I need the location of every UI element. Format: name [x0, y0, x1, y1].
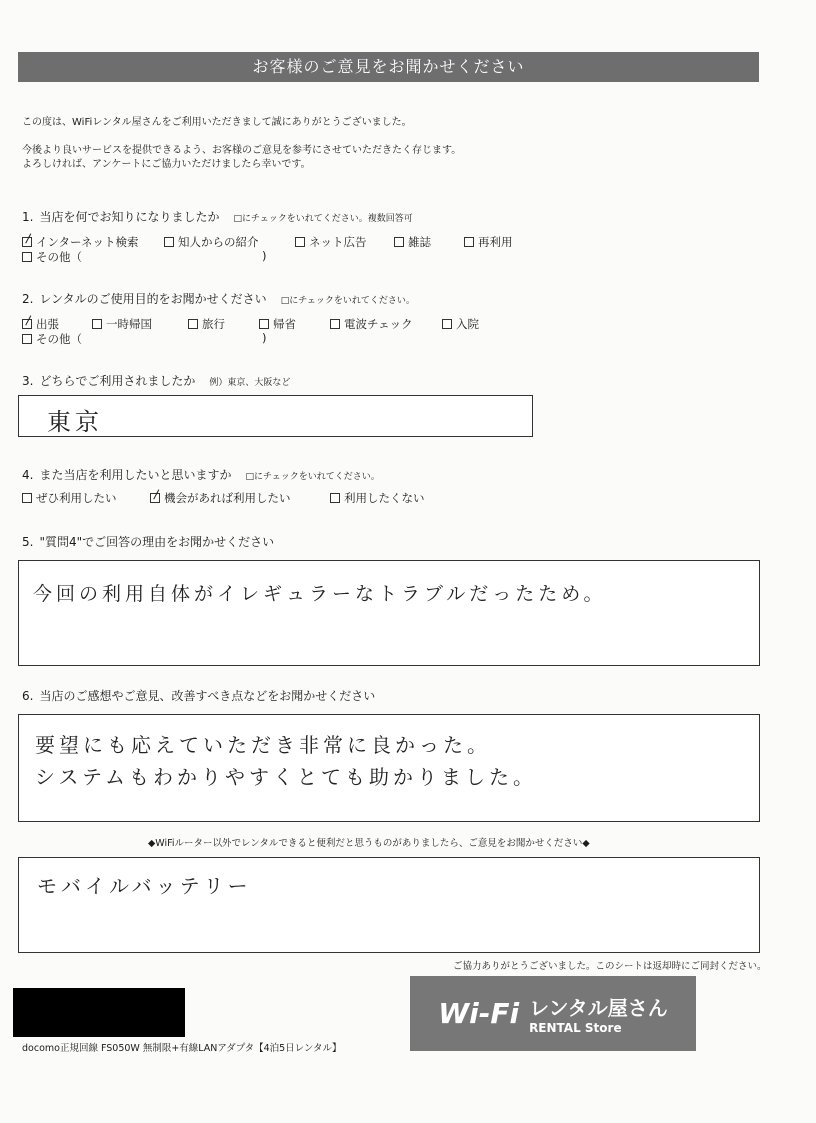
question-5-label: "質問4"でご回答の理由をお聞かせください: [39, 535, 275, 549]
q3-answer-text: 東京: [47, 408, 103, 436]
checkbox[interactable]: [92, 319, 102, 329]
q4-option-no[interactable]: 利用したくない: [330, 490, 425, 506]
q2-option-signal-check[interactable]: 電波チェック: [330, 316, 413, 332]
logo-en-text: RENTAL Store: [529, 1021, 622, 1035]
q7-answer-text: モバイルバッテリー: [37, 874, 252, 898]
question-2: [22, 290, 415, 307]
question-5-number: 5.: [22, 535, 34, 549]
page-title: お客様のご意見をお聞かせください: [18, 52, 759, 82]
q2-option-travel[interactable]: 旅行: [188, 316, 225, 332]
question-3-number: 3.: [22, 374, 34, 388]
logo-jp-text: レンタル屋さん: [529, 996, 668, 1020]
intro-line-3: よろしければ、アンケートにご協力いただけましたら幸いです。: [22, 159, 311, 170]
checkbox[interactable]: [330, 319, 340, 329]
checkbox-checked[interactable]: [22, 237, 32, 247]
checkbox[interactable]: [22, 334, 32, 344]
logo-wifi-text: Wi-Fi: [438, 997, 520, 1030]
question-7-label: ◆WiFiルーター以外でレンタルできると便利だと思うものがありましたら、ご意見をお聞かせください◆: [148, 838, 590, 849]
q1-option-referral[interactable]: 知人からの紹介: [164, 234, 259, 250]
q2-option-other[interactable]: その他（: [22, 331, 82, 347]
question-1-number: 1.: [22, 210, 34, 224]
checkbox[interactable]: [394, 237, 404, 247]
q5-answer-box[interactable]: [18, 560, 760, 666]
question-2-number: 2.: [22, 292, 34, 306]
q4-option-definitely[interactable]: ぜひ利用したい: [22, 490, 117, 506]
checkbox[interactable]: [330, 493, 340, 503]
question-1: [22, 208, 413, 225]
q1-option-reuse[interactable]: 再利用: [464, 234, 513, 250]
checkbox[interactable]: [442, 319, 452, 329]
question-4: [22, 466, 380, 483]
q1-option-magazine[interactable]: 雑誌: [394, 234, 431, 250]
question-4-number: 4.: [22, 468, 34, 482]
checkbox[interactable]: [259, 319, 269, 329]
q1-option-internet[interactable]: インターネット検索: [22, 234, 138, 250]
checkbox[interactable]: [464, 237, 474, 247]
question-2-label: レンタルのご使用目的をお聞かせください: [39, 292, 267, 306]
question-5: [22, 533, 274, 550]
checkbox-checked[interactable]: [150, 493, 160, 503]
q6-answer-line-2: システムもわかりやすくとても助かりました。: [35, 765, 537, 789]
q6-answer-box[interactable]: [18, 714, 760, 822]
intro-line-1: この度は、WiFiレンタル屋さんをご利用いただきまして誠にありがとうございました。: [22, 117, 412, 128]
question-6-number: 6.: [22, 689, 34, 703]
intro-line-2: 今後より良いサービスを提供できるよう、お客様のご意見を参考にさせていただきたく存じます。: [22, 145, 462, 156]
plan-footer: docomo正規回線 FS050W 無制限+有線LANアダプタ【4泊5日レンタル】: [22, 1043, 342, 1054]
q3-answer-box[interactable]: [18, 395, 533, 437]
checkbox[interactable]: [22, 493, 32, 503]
checkbox[interactable]: [295, 237, 305, 247]
question-1-hint: □にチェックをいれてください。複数回答可: [233, 214, 413, 224]
question-1-label: 当店を何でお知りになりましたか: [39, 210, 220, 224]
checkbox[interactable]: [22, 252, 32, 262]
q2-option-business-trip[interactable]: 出張: [22, 316, 59, 332]
company-logo: [410, 976, 696, 1051]
q1-other-close: ): [262, 249, 267, 263]
question-3-label: どちらでご利用されましたか: [39, 374, 196, 388]
checkbox-checked[interactable]: [22, 319, 32, 329]
question-3: [22, 372, 290, 389]
checkbox[interactable]: [164, 237, 174, 247]
q5-answer-text: 今回の利用自体がイレギュラーなトラブルだったため。: [33, 583, 607, 605]
question-6: [22, 687, 375, 704]
checkbox[interactable]: [188, 319, 198, 329]
question-2-hint: □にチェックをいれてください。: [280, 296, 415, 306]
thanks-note: ご協力ありがとうございました。このシートは返却時にご同封ください。: [453, 961, 767, 972]
q1-option-other[interactable]: その他（: [22, 249, 82, 265]
question-4-label: また当店を利用したいと思いますか: [39, 468, 232, 482]
q7-answer-box[interactable]: [18, 857, 760, 953]
q4-option-if-chance[interactable]: 機会があれば利用したい: [150, 490, 291, 506]
q6-answer-line-1: 要望にも応えていただき非常に良かった。: [35, 733, 491, 757]
redacted-block: [13, 988, 185, 1037]
question-4-hint: □にチェックをいれてください。: [245, 472, 380, 482]
q2-option-hospital[interactable]: 入院: [442, 316, 479, 332]
question-3-hint: 例）東京、大阪など: [209, 378, 291, 388]
q1-option-net-ad[interactable]: ネット広告: [295, 234, 367, 250]
question-6-label: 当店のご感想やご意見、改善すべき点などをお聞かせください: [39, 689, 376, 703]
q2-other-close: ): [262, 331, 267, 345]
q2-option-homecoming[interactable]: 帰省: [259, 316, 296, 332]
q2-option-temporary-return[interactable]: 一時帰国: [92, 316, 152, 332]
